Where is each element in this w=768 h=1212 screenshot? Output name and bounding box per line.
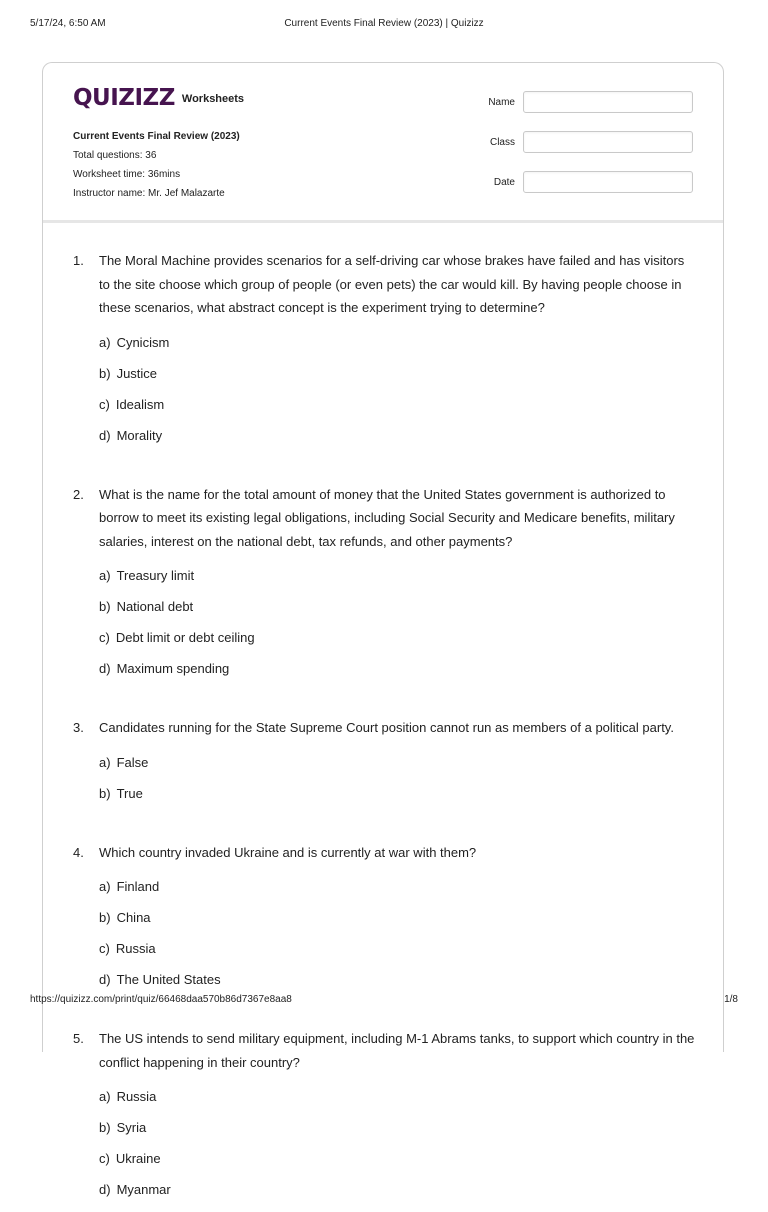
answer-options: [99, 878, 698, 1002]
question-text: Which country invaded Ukraine and is currently at war with them?: [99, 844, 477, 860]
question-text: Candidates running for the State Supreme Court position cannot run as members of a political party.: [99, 720, 674, 735]
option-text: Treasury limit: [116, 568, 195, 583]
answer-option[interactable]: [99, 754, 399, 771]
option-letter: d): [99, 1182, 111, 1197]
option-letter: a): [99, 879, 111, 894]
class-field-row: [473, 131, 695, 155]
answer-option[interactable]: [99, 598, 399, 615]
answer-option[interactable]: [99, 567, 399, 584]
print-footer: [0, 994, 768, 1008]
answer-option[interactable]: [99, 785, 399, 802]
option-text: Russia: [116, 1089, 157, 1104]
question: [73, 841, 698, 1003]
option-text: National debt: [116, 599, 194, 614]
answer-option[interactable]: [99, 878, 399, 895]
question: [73, 1027, 698, 1212]
answer-option[interactable]: [99, 427, 399, 444]
answer-options: [99, 334, 698, 458]
option-letter: b): [99, 365, 111, 381]
option-letter: b): [99, 599, 111, 614]
answer-options: [99, 754, 698, 816]
print-header: [0, 18, 768, 32]
page-number: 1/8: [724, 994, 738, 1005]
option-text: Syria: [116, 1120, 147, 1135]
option-letter: b): [99, 785, 111, 801]
print-url[interactable]: https://quizizz.com/print/quiz/66468daa570b86d7367e8aa8: [30, 994, 292, 1005]
option-text: China: [116, 910, 151, 925]
option-text: Ukraine: [115, 1151, 161, 1166]
answer-option[interactable]: [99, 909, 399, 926]
question-number: 3.: [73, 720, 84, 735]
option-letter: c): [99, 1151, 110, 1166]
option-letter: c): [99, 941, 110, 956]
answer-options: [99, 567, 698, 691]
option-text: The United States: [116, 972, 221, 987]
name-input[interactable]: [523, 91, 693, 113]
answer-option[interactable]: [99, 660, 399, 677]
name-field-row: [473, 91, 695, 115]
option-text: Finland: [116, 879, 160, 894]
option-letter: d): [99, 661, 111, 676]
quizizz-logo: [73, 85, 244, 111]
class-label: Class: [489, 137, 515, 148]
option-letter: d): [99, 427, 111, 443]
option-letter: a): [99, 1089, 111, 1104]
print-datetime: 5/17/24, 6:50 AM: [30, 18, 106, 29]
option-text: Justice: [116, 365, 158, 381]
option-letter: a): [99, 334, 111, 350]
option-text: False: [116, 754, 149, 770]
name-label: Name: [488, 97, 515, 108]
answer-option[interactable]: [99, 940, 399, 957]
print-page-title: Current Events Final Review (2023) | Quizizz: [284, 18, 484, 29]
answer-option[interactable]: [99, 1088, 399, 1105]
logo-wordmark: QUIZIZZ: [73, 85, 175, 111]
answer-option[interactable]: [99, 971, 399, 988]
answer-option[interactable]: [99, 629, 399, 646]
answer-option[interactable]: [99, 396, 399, 413]
worksheet-title: Current Events Final Review (2023): [73, 131, 240, 142]
question-number: 1.: [73, 253, 84, 268]
date-label: Date: [493, 177, 515, 188]
option-letter: d): [99, 972, 111, 987]
answer-option[interactable]: [99, 334, 399, 351]
option-text: True: [116, 785, 143, 801]
option-text: Morality: [116, 427, 163, 443]
worksheet: [42, 62, 724, 1197]
option-text: Debt limit or debt ceiling: [115, 630, 255, 645]
question: [73, 716, 698, 816]
answer-option[interactable]: [99, 365, 399, 382]
worksheet-meta: [73, 127, 240, 203]
option-letter: b): [99, 910, 111, 925]
question-number: 2.: [73, 486, 84, 502]
date-field-row: [473, 171, 695, 195]
answer-options: [99, 1088, 698, 1212]
option-letter: a): [99, 754, 111, 770]
option-text: Cynicism: [116, 334, 170, 350]
date-input[interactable]: [523, 171, 693, 193]
worksheet-header: [43, 63, 723, 223]
question-text: What is the name for the total amount of money that the United States government is authorized to borrow to meet its existing legal obligations, including Social Security and Medicare benefits, military salaries, interest on the national debt, tax refunds, and other payments?: [99, 486, 675, 549]
question-text: The Moral Machine provides scenarios for a self-driving car whose brakes have failed and has visitors to the site choose which group of people (or even pets) the car would kill. By having people choose in these scenarios, what abstract concept is the experiment trying to determine?: [99, 253, 685, 315]
option-letter: a): [99, 568, 111, 583]
instructor-name: Instructor name: Mr. Jef Malazarte: [73, 188, 225, 199]
class-input[interactable]: [523, 131, 693, 153]
option-letter: c): [99, 630, 110, 645]
logo-product-label: Worksheets: [181, 93, 245, 105]
answer-option[interactable]: [99, 1119, 399, 1136]
option-letter: b): [99, 1120, 111, 1135]
question-number: 4.: [73, 844, 84, 860]
answer-option[interactable]: [99, 1181, 399, 1198]
question: [73, 483, 698, 692]
total-questions: Total questions: 36: [73, 150, 157, 161]
answer-option[interactable]: [99, 1150, 399, 1167]
option-text: Myanmar: [116, 1182, 171, 1197]
option-text: Idealism: [115, 396, 165, 412]
option-text: Maximum spending: [116, 661, 230, 676]
worksheet-time: Worksheet time: 36mins: [73, 169, 181, 180]
question: [73, 249, 698, 458]
question-number: 5.: [73, 1031, 84, 1046]
question-text: The US intends to send military equipment, including M-1 Abrams tanks, to support which country in the conflict happening in their country?: [99, 1031, 695, 1070]
option-text: Russia: [115, 941, 156, 956]
option-letter: c): [99, 396, 110, 412]
question-list: [73, 249, 698, 1212]
